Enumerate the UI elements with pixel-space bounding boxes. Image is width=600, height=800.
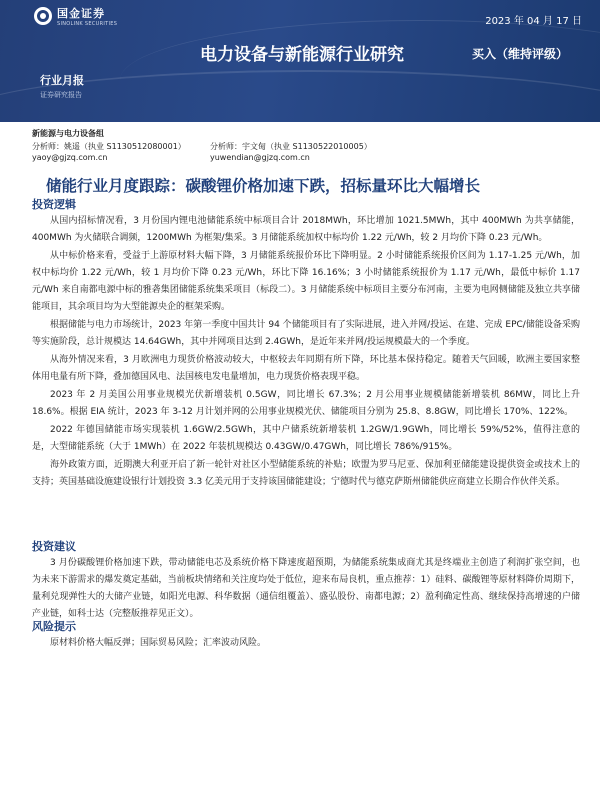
paragraph: 从海外情况来看，3 月欧洲电力现货价格波动较大，中枢较去年同期有所下降，环比基本保持稳定。随着天气回暖，欧洲主要国家整体用电量有所下降，叠加德国风电、法国核电发电量增加，电力现货价格表现平稳。	[32, 355, 580, 382]
main-title: 储能行业月度跟踪：碳酸锂价格加速下跌，招标量环比大幅增长	[46, 177, 481, 195]
author-2-name: 分析师：宇文甸（执业 S1130522010005）	[210, 142, 372, 151]
report-date: 2023 年 04 月 17 日	[485, 16, 582, 27]
report-title: 电力设备与新能源行业研究	[200, 45, 404, 65]
rating-badge: 买入（维持评级）	[472, 47, 569, 61]
section-body-logic	[32, 213, 580, 492]
section-body-advice	[32, 555, 580, 624]
logo-icon	[34, 7, 52, 25]
paragraph: 从国内招标情况看，3 月份国内锂电池储能系统中标项目合计 2018MWh，环比增加 1021.5MWh，其中 400MWh 为共享储能，400MWh 为火储联合调频，1200MWh 为框架/集采。3 月储能系统加权中标均价 1.22 元/Wh，较 2 月均价下降 0.23 元/Wh。	[32, 216, 580, 243]
paragraph: 原材料价格大幅反弹；国际贸易风险；汇率波动风险。	[50, 638, 267, 648]
section-body-risk	[32, 635, 580, 653]
section-heading-risk: 风险提示	[32, 620, 76, 633]
author-2-email[interactable]: yuwendian@gjzq.com.cn	[210, 153, 310, 162]
company-logo	[34, 5, 117, 27]
author-1	[32, 141, 210, 163]
logo-name: 国金证券	[57, 7, 105, 20]
report-header	[0, 0, 600, 122]
paragraph: 海外政策方面，近期澳大利亚开启了新一轮针对社区小型储能系统的补贴；欧盟为罗马尼亚、保加利亚储能建设提供资金或技术上的支持；英国基础设施建设银行计划投资 3.3 亿美元用于支持该国储能建设；宁德时代与德克萨斯州储能供应商建立长期合作伙伴关系。	[32, 460, 580, 487]
section-heading-logic: 投资逻辑	[32, 198, 76, 211]
paragraph: 2022 年德国储能市场实现装机 1.6GW/2.5GWh，其中户储系统新增装机 1.2GW/1.9GWh，同比增长 59%/52%，值得注意的是，大型储能系统（大于 1MWh）在 2022 年装机规模达 0.43GW/0.47GWh，同比增长 786%/915%。	[32, 425, 580, 452]
team-name: 新能源与电力设备组	[32, 129, 104, 138]
section-heading-advice: 投资建议	[32, 540, 76, 553]
report-type: 行业月报	[40, 74, 84, 87]
paragraph: 3 月份碳酸锂价格加速下跌，带动储能电芯及系统价格下降速度超预期，为储能系统集成商尤其是终端业主创造了利润扩张空间，也为未来下游需求的爆发奠定基础，当前板块情绪和关注度均处于低位，迎来布局良机，重点推荐：1）硅料、碳酸锂等原材料降价周期下，量利兑现弹性大的大储产业链，如阳光电源、科华数据（通信组覆盖）、盛弘股份、南都电源；2）盈利确定性高、继续保持高增速的户储产业链，如科士达（完整版推荐见正文）。	[32, 558, 580, 619]
paragraph: 2023 年 2 月美国公用事业规模光伏新增装机 0.5GW，同比增长 67.3%；2 月公用事业规模储能新增装机 86MW，同比上升 18.6%。根据 EIA 统计，2023 年 3-12 月计划并网的公用事业规模光伏、储能项目分别为 25.8、8.8GW，同比增长 170%、122%。	[32, 390, 580, 417]
author-1-email[interactable]: yaoy@gjzq.com.cn	[32, 153, 108, 162]
paragraph: 从中标价格来看，受益于上游原材料大幅下降，3 月储能系统报价环比下降明显。2 小时储能系统报价区间为 1.17-1.25 元/Wh，加权中标均价 1.22 元/Wh，较 1 月均价下降 0.23 元/Wh，环比下降 16.16%；3 小时储能系统报价为 1.17 元/Wh，最低中标价 1.17 元/Wh 来自南都电源中标的雅砻集团储能系统集采项目（标段二）。3 月储能系统中标项目主要分布河南，主要为电网侧储能及独立共享储能项目，其余项目均为大型能源央企的框架采购。	[32, 251, 580, 312]
paragraph: 根据储能与电力市场统计，2023 年第一季度中国共计 94 个储能项目有了实际进展，进入并网/投运、在建、完成 EPC/储能设备采购等实施阶段，总计规模达 14.64GWh，其中并网项目达到 2.4GWh，是近年来并网/投运规模最大的一个季度。	[32, 320, 580, 347]
author-1-name: 分析师：姚遥（执业 S1130512080001）	[32, 142, 186, 151]
report-subtype: 证券研究报告	[40, 91, 82, 99]
logo-name-en: SINOLINK SECURITIES	[57, 21, 118, 27]
author-2	[210, 141, 450, 163]
author-block	[32, 128, 572, 163]
